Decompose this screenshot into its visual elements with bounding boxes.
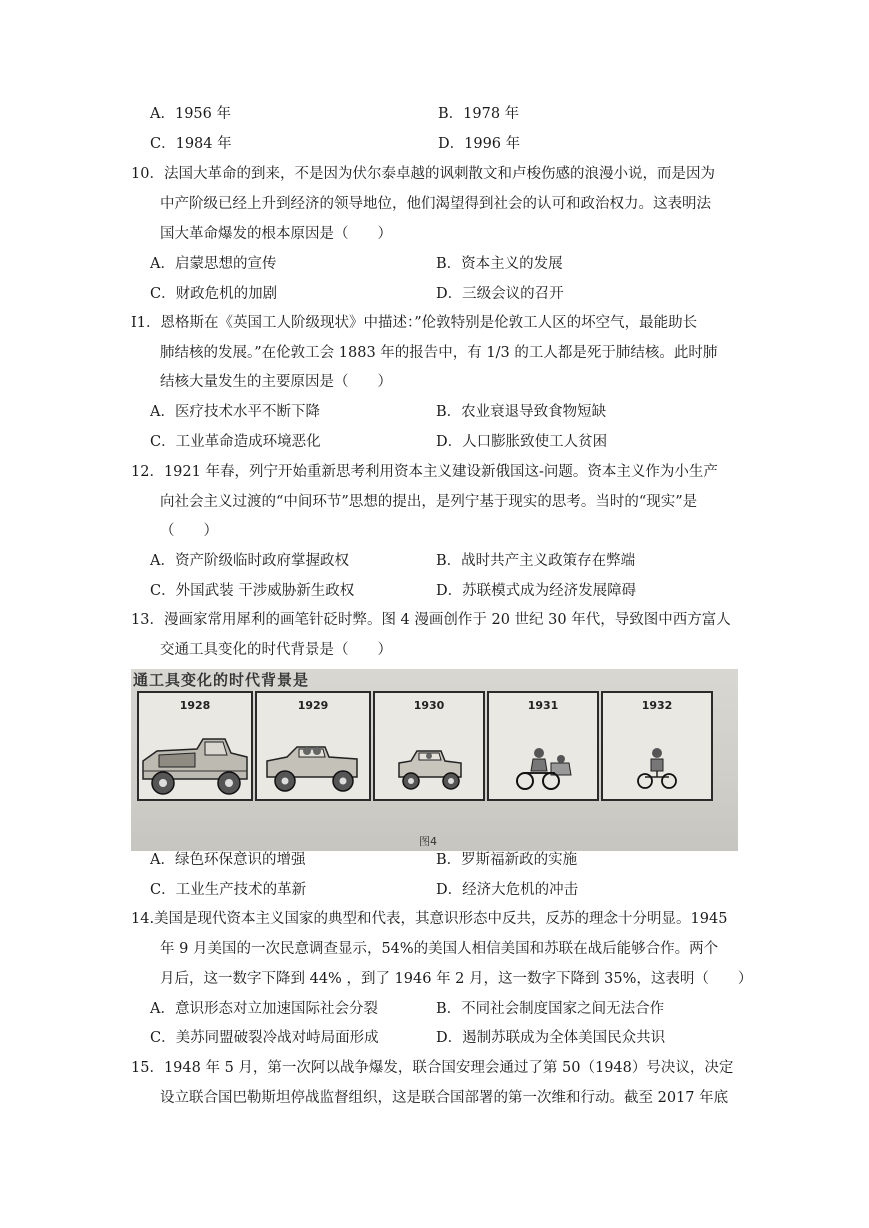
- q12-stem-line-2: 向社会主义过渡的“中间环节”思想的提出，是列宁基于现实的思考。当时的“现实”是: [160, 494, 698, 510]
- q14-option-d[interactable]: D．遏制苏联成为全体美国民众共识: [436, 1030, 666, 1046]
- q10-option-c[interactable]: C．财政危机的加剧: [150, 286, 278, 302]
- q9-option-d[interactable]: D．1996 年: [438, 136, 521, 152]
- q11-stem-line-1: I1．恩格斯在《英国工人阶级现状》中描述：”伦敦特别是伦敦工人区的坏空气，最能助长: [131, 315, 698, 331]
- panel-1932: [601, 691, 713, 801]
- q14-stem-line-2: 年 9 月美国的一次民意调查显示，54%的美国人相信美国和苏联在战后能够合作。两个: [160, 941, 719, 957]
- limousine-drawing: [139, 727, 251, 797]
- panel-year-label: 1930: [413, 699, 445, 712]
- q15-stem-line-2: 设立联合国巴勒斯坦停战监督组织，这是联合国部署的第一次维和行动。截至 2017 年底: [160, 1090, 729, 1106]
- q12-stem-line-3: （ ）: [160, 523, 218, 539]
- q10-option-d[interactable]: D．三级会议的召开: [436, 286, 564, 302]
- q13-stem-line-2: 交通工具变化的时代背景是（ ）: [160, 642, 392, 658]
- q12-stem-line-1: 12．1921 年春，列宁开始重新思考利用资本主义建设新俄国这-问题。资本主义作为小生产: [131, 464, 718, 480]
- q12-option-c[interactable]: C．外国武装 干涉威胁新生政权: [150, 583, 355, 599]
- panel-year-label: 1929: [297, 699, 329, 712]
- q13-option-c[interactable]: C．工业生产技术的革新: [150, 882, 307, 898]
- q15-stem-line-1: 15．1948 年 5 月，第一次阿以战争爆发，联合国安理会通过了第 50（1948）号决议，决定: [131, 1060, 734, 1076]
- q14-option-c[interactable]: C．美苏同盟破裂冷战对峙局面形成: [150, 1030, 379, 1046]
- q14-stem-line-3: 月后，这一数字下降到 44% ，到了 1946 年 2 月，这一数字下降到 35%，这表明（ ）: [160, 971, 753, 987]
- q11-option-a[interactable]: A．医疗技术水平不断下降: [150, 404, 320, 420]
- q14-stem-line-1: 14.美国是现代资本主义国家的典型和代表，其意识形态中反共，反苏的理念十分明显。1945: [131, 911, 728, 927]
- q9-option-c[interactable]: C．1984 年: [150, 136, 232, 152]
- q10-option-a[interactable]: A．启蒙思想的宣传: [150, 256, 277, 272]
- motorcycle-sidecar-drawing: [489, 727, 597, 797]
- panel-year-label: 1932: [641, 699, 673, 712]
- panel-1931: [487, 691, 599, 801]
- q14-option-a[interactable]: A．意识形态对立加速国际社会分裂: [150, 1001, 378, 1017]
- q11-option-c[interactable]: C．工业革命造成环境恶化: [150, 434, 321, 450]
- q11-stem-line-2: 肺结核的发展。”在伦敦工会 1883 年的报告中，有 1/3 的工人都是死于肺结核。此时肺: [160, 345, 718, 361]
- q11-option-b[interactable]: B．农业衰退导致食物短缺: [436, 404, 607, 420]
- panel-1928: [137, 691, 253, 801]
- q13-option-a[interactable]: A．绿色环保意识的增强: [150, 852, 306, 868]
- panel-1930: [373, 691, 485, 801]
- figure-label: 图4: [419, 835, 437, 848]
- q10-stem-line-1: 10．法国大革命的到来，不是因为伏尔泰卓越的讽刺散文和卢梭伤感的浪漫小说，而是因为: [131, 166, 715, 182]
- q10-stem-line-2: 中产阶级已经上升到经济的领导地位，他们渴望得到社会的认可和政治权力。这表明法: [160, 196, 711, 212]
- q9-option-a[interactable]: A．1956 年: [150, 106, 231, 122]
- q11-stem-line-3: 结核大量发生的主要原因是（ ）: [160, 374, 392, 390]
- panel-year-label: 1931: [527, 699, 559, 712]
- q12-option-b[interactable]: B．战时共产主义政策存在弊端: [436, 553, 636, 569]
- figure-cropped-caption: 通工具变化的时代背景是: [133, 671, 310, 689]
- cartoon-figure-4: [131, 669, 738, 851]
- bicycle-drawing: [603, 727, 711, 797]
- small-car-drawing: [375, 727, 483, 797]
- q13-option-d[interactable]: D．经济大危机的冲击: [436, 882, 579, 898]
- panel-1929: [255, 691, 371, 801]
- q10-stem-line-3: 国大革命爆发的根本原因是（ ）: [160, 226, 392, 242]
- q14-option-b[interactable]: B．不同社会制度国家之间无法合作: [436, 1001, 665, 1017]
- q12-option-a[interactable]: A．资产阶级临时政府掌握政权: [150, 553, 349, 569]
- touring-car-drawing: [257, 727, 369, 797]
- q12-option-d[interactable]: D．苏联模式成为经济发展障碍: [436, 583, 637, 599]
- q11-option-d[interactable]: D．人口膨胀致使工人贫困: [436, 434, 608, 450]
- panel-year-label: 1928: [179, 699, 211, 712]
- q9-option-b[interactable]: B．1978 年: [438, 106, 520, 122]
- q10-option-b[interactable]: B．资本主义的发展: [436, 256, 563, 272]
- q13-option-b[interactable]: B．罗斯福新政的实施: [436, 852, 578, 868]
- q13-stem-line-1: 13．漫画家常用犀利的画笔针砭时弊。图 4 漫画创作于 20 世纪 30 年代，导致图中西方富人: [131, 612, 731, 628]
